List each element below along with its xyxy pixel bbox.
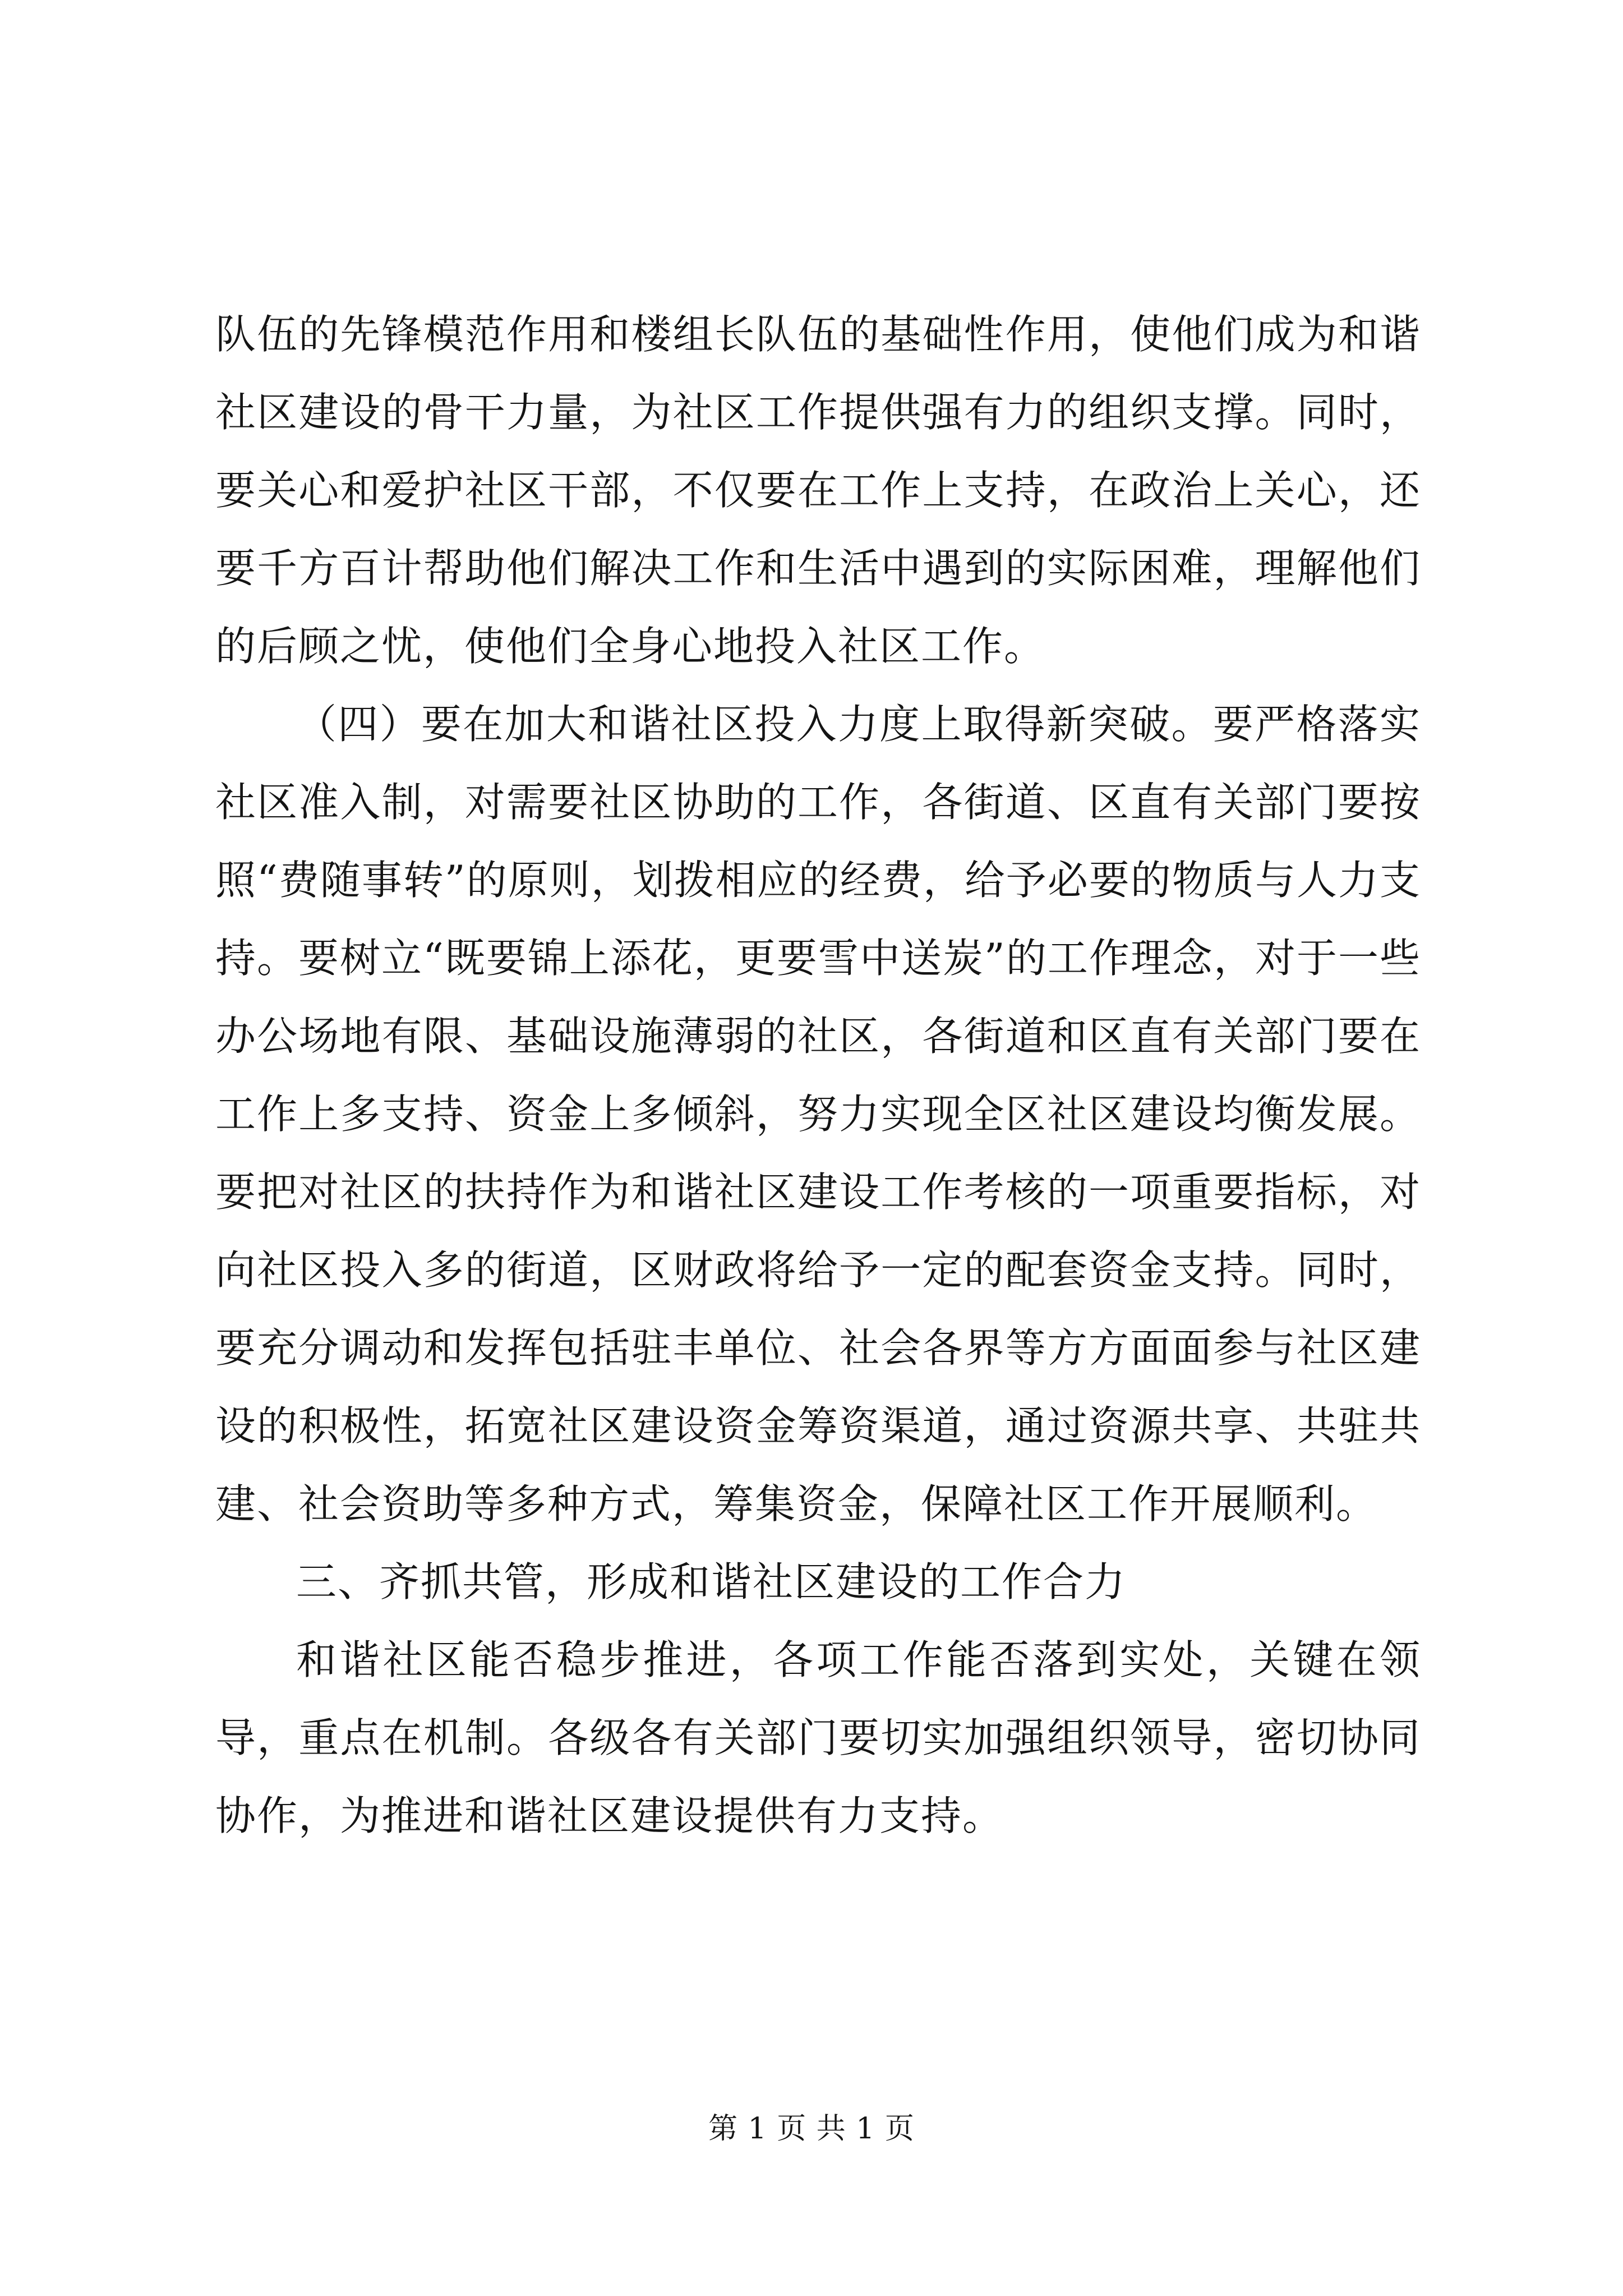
section-heading-three: 三、齐抓共管，形成和谐社区建设的工作合力: [296, 1558, 1127, 1605]
document-body: [215, 296, 1421, 1855]
page-number-footer: 第 1 页 共 1 页: [708, 2112, 915, 2146]
paragraph-continued: 队伍的先锋模范作用和楼组长队伍的基础性作用，使他们成为和谐社区建设的骨干力量，为社区工作提供强有力的组织支撑。同时，要关心和爱护社区干部，不仅要在工作上支持，在政治上关心，还要千方百计帮助他们解决工作和生活中遇到的实际困难，理解他们的后顾之忧，使他们全身心地投入社区工作。: [215, 311, 1421, 670]
paragraph-section-four: （四）要在加大和谐社区投入力度上取得新突破。要严格落实社区准入制，对需要社区协助的工作，各街道、区直有关部门要按照“费随事转”的原则，划拨相应的经费，给予必要的物质与人力支持。要树立“既要锦上添花，更要雪中送炭”的工作理念，对于一些办公场地有限、基础设施薄弱的社区，各街道和区直有关部门要在工作上多支持、资金上多倾斜，努力实现全区社区建设均衡发展。要把对社区的扶持作为和谐社区建设工作考核的一项重要指标，对向社区投入多的街道，区财政将给予一定的配套资金支持。同时，要充分调动和发挥包括驻丰单位、社会各界等方方面面参与社区建设的积极性，拓宽社区建设资金筹资渠道，通过资源共享、共驻共建、社会资助等多种方式，筹集资金，保障社区工作开展顺利。: [215, 701, 1421, 1527]
paragraph-closing: 和谐社区能否稳步推进，各项工作能否落到实处，关键在领导，重点在机制。各级各有关部门要切实加强组织领导，密切协同协作，为推进和谐社区建设提供有力支持。: [215, 1636, 1421, 1839]
